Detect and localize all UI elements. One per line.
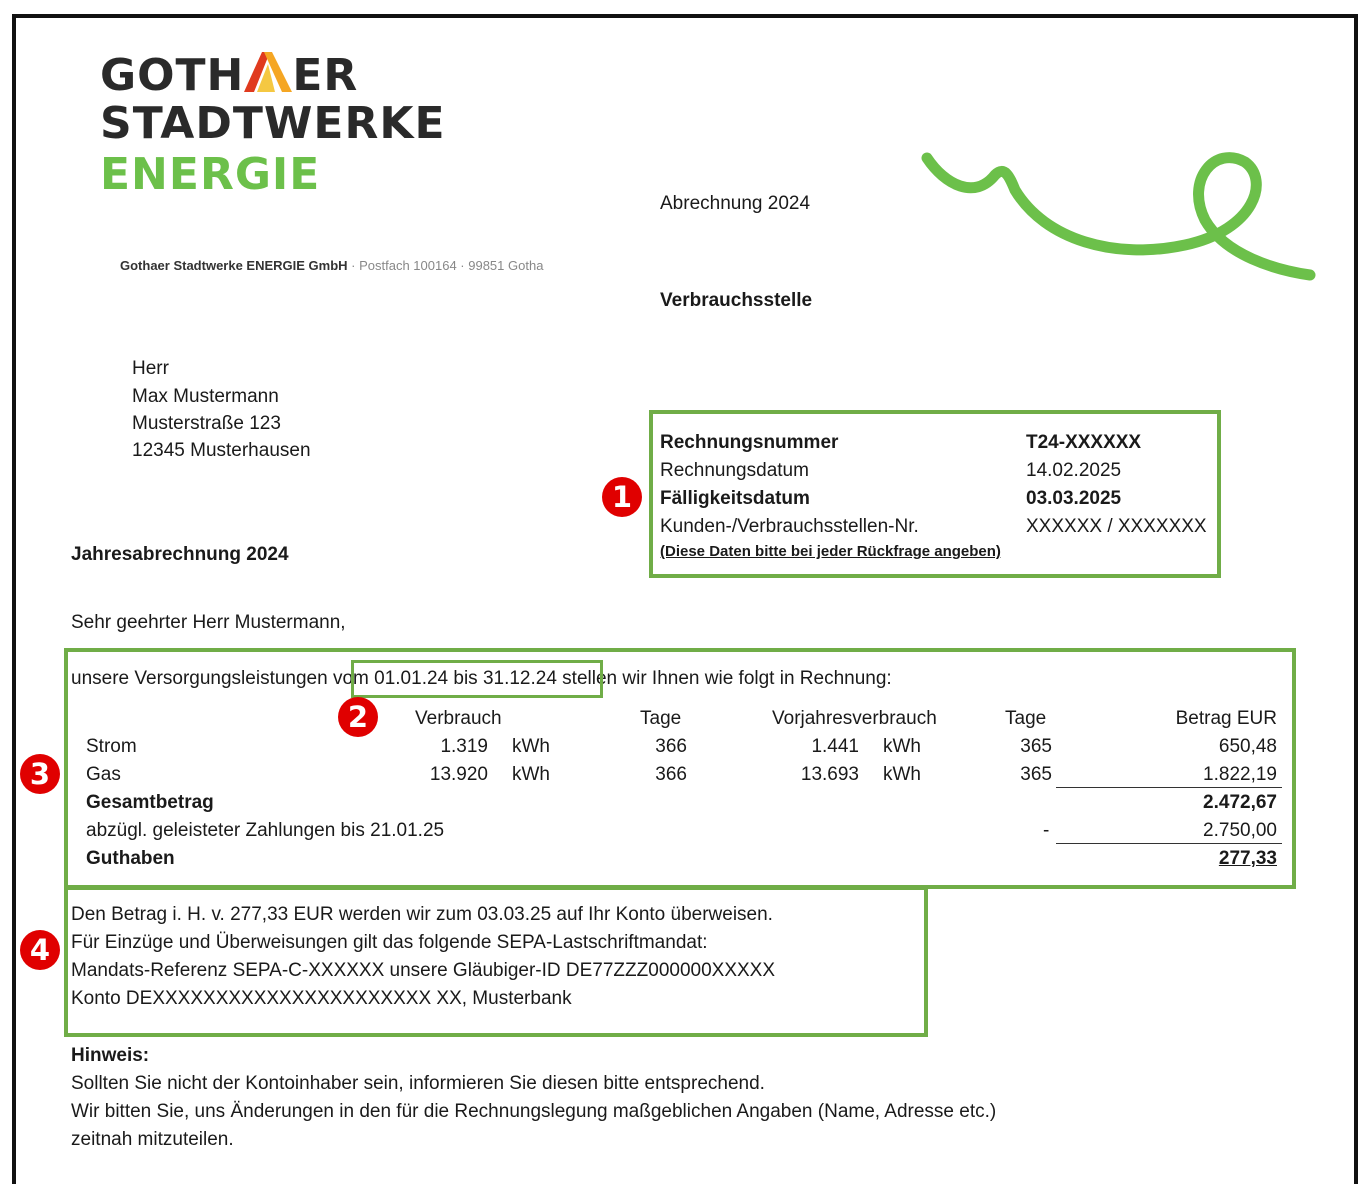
faelligkeit-label: Fälligkeitsdatum	[660, 488, 810, 509]
recipient-city: 12345 Musterhausen	[132, 440, 311, 461]
row-gas-vorjahr: 13.693	[800, 764, 859, 785]
zahlungen-label: abzügl. geleisteter Zahlungen bis 21.01.25	[86, 820, 445, 841]
row-gas-verbrauch: 13.920	[429, 764, 488, 785]
th-tage2: Tage	[1005, 708, 1047, 729]
th-betrag: Betrag EUR	[1175, 708, 1277, 729]
zahlungen-value: 2.750,00	[1203, 820, 1277, 841]
row-gas-tage2: 365	[1020, 764, 1052, 785]
gesamt-value: 2.472,67	[1203, 792, 1277, 813]
recipient-street: Musterstraße 123	[132, 413, 281, 434]
faelligkeit-value: 03.03.2025	[1026, 488, 1122, 509]
kunden-value: XXXXXX / XXXXXXX	[1026, 516, 1207, 537]
marker-2: 2	[338, 697, 378, 737]
row-strom-vorjahr: 1.441	[811, 736, 859, 757]
row-strom-betrag: 650,48	[1218, 736, 1277, 757]
rechnungsnummer-value: T24-XXXXXX	[1026, 432, 1142, 453]
marker-4: 4	[20, 930, 60, 970]
verbrauchsstelle-label: Verbrauchsstelle	[660, 290, 813, 311]
heading: Jahresabrechnung 2024	[71, 544, 289, 565]
rechnungsdatum-label: Rechnungsdatum	[660, 460, 809, 481]
row-strom-name: Strom	[86, 736, 137, 757]
sender-address: · Postfach 100164 · 99851 Gotha	[347, 258, 544, 273]
sender-company: Gothaer Stadtwerke ENERGIE GmbH	[120, 258, 348, 273]
row-gas-name: Gas	[86, 764, 121, 785]
intro-period: vom 01.01.24 bis 31.12.24	[332, 668, 557, 689]
row-gas-unit: kWh	[512, 764, 550, 785]
recipient-salutation: Herr	[132, 358, 169, 379]
marker-3: 3	[20, 754, 60, 794]
logo-line-2: STADTWERKE	[100, 98, 446, 149]
kunden-label: Kunden-/Verbrauchsstellen-Nr.	[660, 516, 919, 537]
intro-after: stellen wir Ihnen wie folgt in Rechnung:	[556, 668, 892, 689]
marker-1: 1	[602, 477, 642, 517]
hinweis-title: Hinweis:	[71, 1045, 150, 1066]
zahlungen-sign: -	[1043, 820, 1050, 841]
th-verbrauch: Verbrauch	[415, 708, 502, 729]
intro-before: unsere Versorgungsleistungen	[71, 668, 333, 689]
row-gas-tage: 366	[655, 764, 687, 785]
period-box	[351, 660, 603, 698]
th-tage: Tage	[640, 708, 682, 729]
greeting: Sehr geehrter Herr Mustermann,	[71, 612, 346, 633]
doc-title: Abrechnung 2024	[660, 193, 811, 214]
hinweis-line-2: Wir bitten Sie, uns Änderungen in den für die Rechnungslegung maßgeblichen Angaben (Name, Adresse etc.)	[71, 1101, 997, 1122]
row-strom-verbrauch: 1.319	[440, 736, 488, 757]
payment-line-3: Mandats-Referenz SEPA-C-XXXXXX unsere Gläubiger-ID DE77ZZZ000000XXXXX	[71, 960, 776, 981]
info-hint: (Diese Daten bitte bei jeder Rückfrage angeben)	[660, 543, 1001, 560]
payment-line-1: Den Betrag i. H. v. 277,33 EUR werden wir zum 03.03.25 auf Ihr Konto überweisen.	[71, 904, 773, 925]
payment-line-2: Für Einzüge und Überweisungen gilt das folgende SEPA-Lastschriftmandat:	[71, 932, 708, 953]
swirl-graphic	[915, 140, 1325, 300]
sum-line-1	[1056, 787, 1282, 788]
hinweis-line-1: Sollten Sie nicht der Kontoinhaber sein, informieren Sie diesen bitte entsprechend.	[71, 1073, 765, 1094]
payment-line-4: Konto DEXXXXXXXXXXXXXXXXXXXXXX XX, Musterbank	[71, 988, 572, 1009]
row-gas-unit2: kWh	[883, 764, 921, 785]
logo-a-mark	[244, 52, 292, 92]
guthaben-label: Guthaben	[86, 848, 175, 869]
row-strom-tage2: 365	[1020, 736, 1052, 757]
row-gas-betrag: 1.822,19	[1203, 764, 1277, 785]
logo-line-1: GOTH ER	[100, 50, 359, 101]
rechnungsdatum-value: 14.02.2025	[1026, 460, 1122, 481]
gesamt-label: Gesamtbetrag	[86, 792, 214, 813]
rechnungsnummer-label: Rechnungsnummer	[660, 432, 839, 453]
sum-line-2	[1056, 843, 1282, 844]
hinweis-line-3: zeitnah mitzuteilen.	[71, 1129, 234, 1150]
row-strom-unit2: kWh	[883, 736, 921, 757]
logo-line-3: ENERGIE	[100, 149, 321, 200]
th-vorjahr: Vorjahresverbrauch	[772, 708, 937, 729]
recipient-name: Max Mustermann	[132, 386, 279, 407]
row-strom-unit: kWh	[512, 736, 550, 757]
guthaben-value: 277,33	[1218, 848, 1277, 869]
row-strom-tage: 366	[655, 736, 687, 757]
sender-line	[120, 258, 543, 273]
